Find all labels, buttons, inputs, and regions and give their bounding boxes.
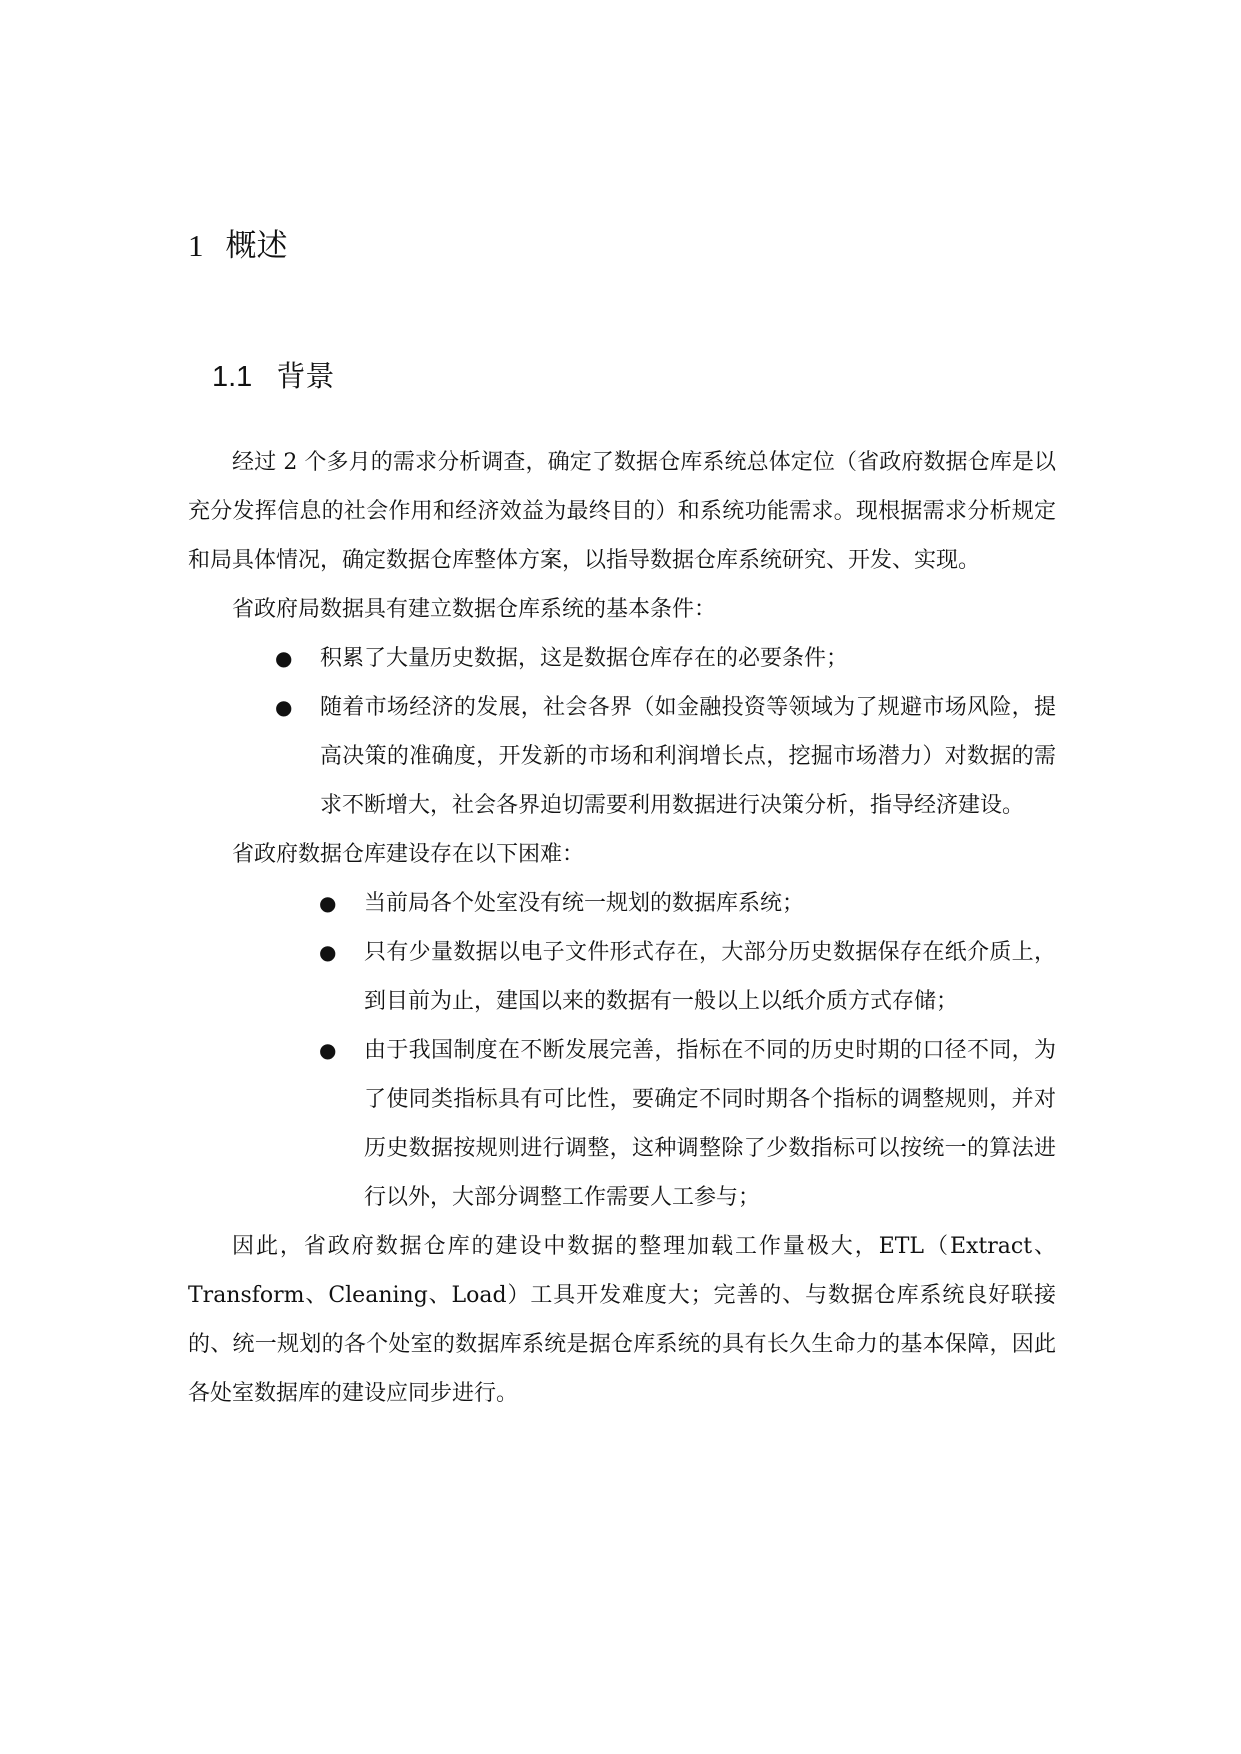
paragraph-difficulties-lead: 省政府数据仓库建设存在以下困难： (232, 842, 585, 867)
list-item-text: 由于我国制度在不断发展完善，指标在不同的历史时期的口径不同，为了使同类指标具有可比性，要确定不同时期各个指标的调整规则，并对历史数据按规则进行调整，这种调整除了少数指标可以按统一的算法进行以外，大部分调整工作需要人工参与； (364, 1038, 1056, 1210)
list-item-text: 当前局各个处室没有统一规划的数据库系统； (364, 891, 805, 916)
subsection-title: 背景 (276, 359, 335, 393)
list-item (188, 683, 1056, 830)
list-item (188, 1026, 1056, 1222)
paragraph-intro: 经过 2 个多月的需求分析调查，确定了数据仓库系统总体定位（省政府数据仓库是以充分发挥信息的社会作用和经济效益为最终目的）和系统功能需求。现根据需求分析规定和局具体情况，确定数据仓库整体方案，以指导数据仓库系统研究、开发、实现。 (188, 450, 1056, 573)
bullet-icon: ● (319, 891, 337, 915)
difficulties-list (188, 879, 1056, 1222)
list-item-text: 随着市场经济的发展，社会各界（如金融投资等领域为了规避市场风险，提高决策的准确度，开发新的市场和利润增长点，挖掘市场潜力）对数据的需求不断增大，社会各界迫切需要利用数据进行决策分析，指导经济建设。 (320, 695, 1056, 818)
bullet-icon: ● (275, 646, 293, 670)
paragraph-conditions-lead: 省政府局数据具有建立数据仓库系统的基本条件： (232, 597, 717, 622)
section-number: 1 (188, 228, 204, 263)
bullet-icon: ● (319, 1038, 337, 1062)
subsection-heading-1-1 (212, 356, 334, 397)
list-item (188, 928, 1056, 1026)
body-text (188, 438, 1056, 1418)
list-item-text: 积累了大量历史数据，这是数据仓库存在的必要条件； (320, 646, 849, 671)
conditions-list (188, 634, 1056, 830)
list-item-text: 只有少量数据以电子文件形式存在，大部分历史数据保存在纸介质上，到目前为止，建国以来的数据有一般以上以纸介质方式存储； (364, 940, 1056, 1014)
list-item (188, 634, 1056, 683)
paragraph-conclusion: 因此，省政府数据仓库的建设中数据的整理加载工作量极大，ETL（Extract、Transform、Cleaning、Load）工具开发难度大；完善的、与数据仓库系统良好联接的、统一规划的各个处室的数据库系统是据仓库系统的具有长久生命力的基本保障，因此各处室数据库的建设应同步进行。 (188, 1234, 1056, 1406)
bullet-icon: ● (275, 695, 293, 719)
list-item (188, 879, 1056, 928)
bullet-icon: ● (319, 940, 337, 964)
section-heading-1 (188, 226, 288, 266)
subsection-number: 1.1 (212, 361, 253, 393)
section-title: 概述 (225, 228, 288, 264)
